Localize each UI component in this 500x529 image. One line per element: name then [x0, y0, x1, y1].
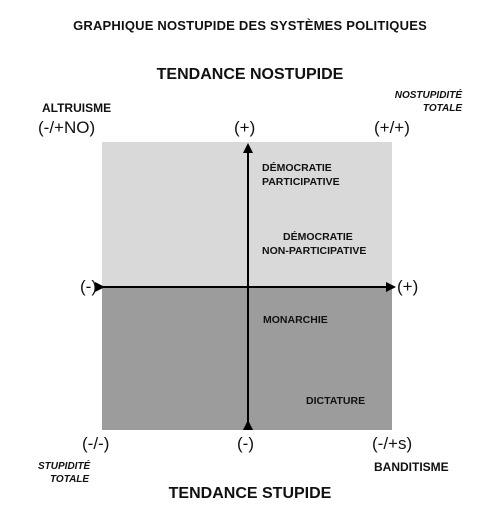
region-democratie-non-participative-line2: NON-PARTICIPATIVE	[262, 245, 367, 257]
top-left-coord: (-/+NO)	[38, 118, 96, 137]
region-dictature: DICTATURE	[306, 395, 366, 407]
top-right-label-line2: TOTALE	[422, 103, 462, 114]
bottom-left-label-line2: TOTALE	[50, 474, 90, 485]
region-democratie-participative-line2: PARTICIPATIVE	[262, 176, 340, 188]
region-democratie-participative-line1: DÉMOCRATIE	[262, 162, 332, 174]
bottom-left-label-line1: STUPIDITÉ	[38, 461, 91, 472]
bottom-heading: TENDANCE STUPIDE	[168, 485, 332, 502]
top-heading: TENDANCE NOSTUPIDE	[156, 66, 344, 83]
region-monarchie: MONARCHIE	[263, 314, 328, 326]
top-left-label: ALTRUISME	[42, 101, 112, 115]
top-right-coord: (+/+)	[374, 118, 410, 137]
axis-bottom-label: (-)	[237, 434, 254, 453]
axis-top-label: (+)	[234, 118, 256, 137]
bottom-right-label: BANDITISME	[374, 460, 449, 474]
chart-title: GRAPHIQUE NOSTUPIDE DES SYSTÈMES POLITIQUES	[73, 18, 427, 33]
top-right-label-line1: NOSTUPIDITÉ	[394, 90, 462, 101]
bottom-right-coord: (-/+s)	[372, 434, 413, 453]
axis-left-label: (-)	[80, 277, 97, 296]
bottom-left-coord: (-/-)	[82, 434, 110, 453]
region-democratie-non-participative-line1: DÉMOCRATIE	[283, 231, 353, 243]
axis-right-label: (+)	[397, 277, 419, 296]
